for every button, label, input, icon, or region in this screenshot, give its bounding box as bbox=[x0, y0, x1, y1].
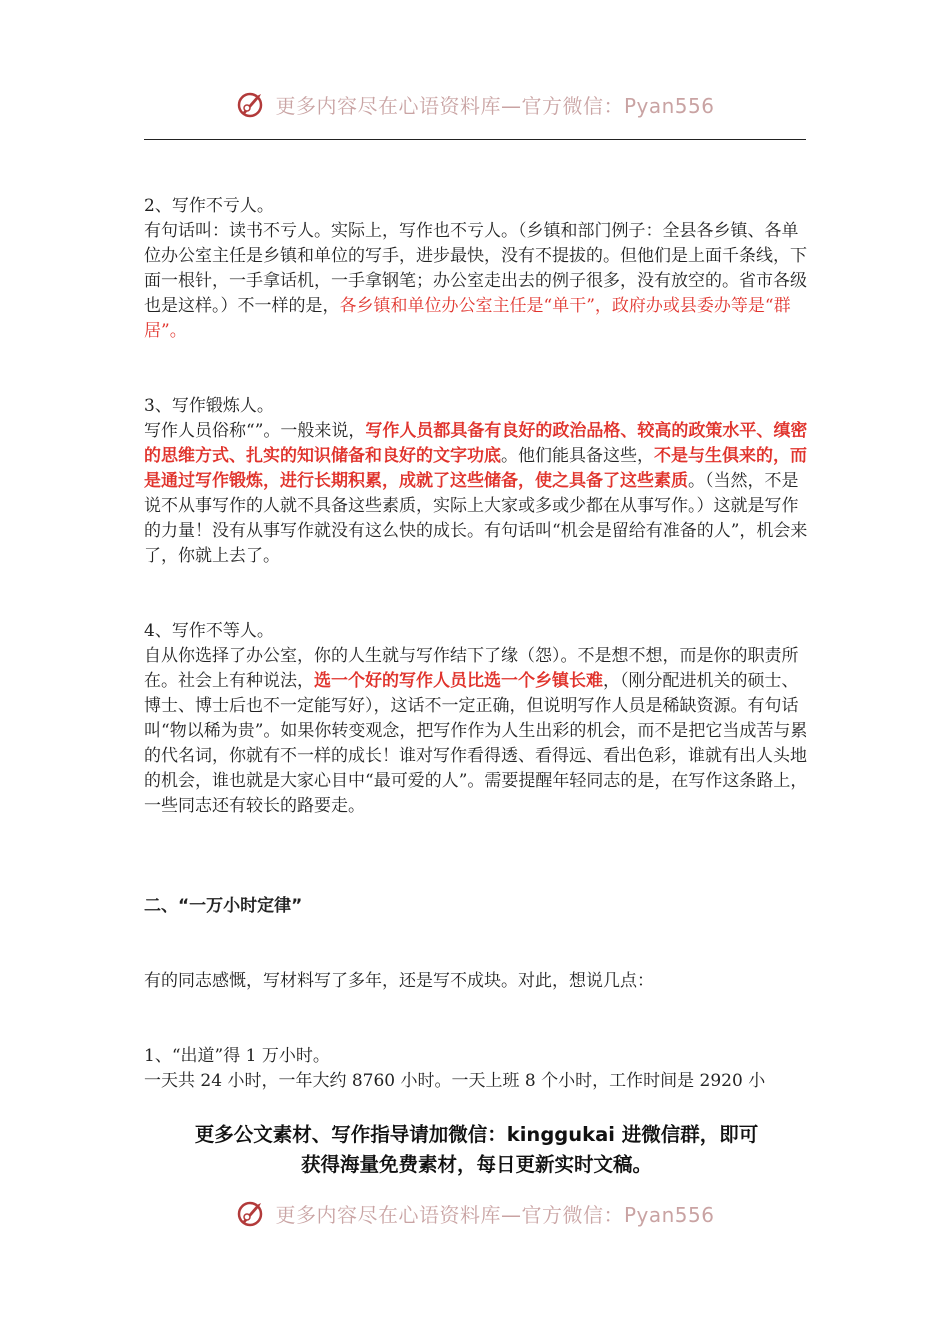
section-3-title: 3、写作锻炼人。 bbox=[144, 396, 274, 416]
section-3-text-2: 。他们能具备这些， bbox=[501, 446, 654, 466]
section-4-text-1: 自从你选择了办公室，你的人生就与写作结下了缘（怨）。不是想不想，而是你的职责所在。社会上有种说法， bbox=[144, 646, 799, 691]
section-4-text-2: ，（刚分配进机关的硕士、博士、博士后也不一定能写好），这话不一定正确，但说明写作人员是稀缺资源。有句话叫“物以稀为贵”。如果你转变观念，把写作作为人生出彩的机会，而不是把它当成苦与累的代名词，你就有不一样的成长！谁对写作看得透、看得远、看出色彩，谁就有出人头地的机会，谁也就是大家心目中“最可爱的人”。需要提醒年轻同志的是，在写作这条路上，一些同志还有较长的路要走。 bbox=[144, 671, 808, 816]
section-2-title: 2、写作不亏人。 bbox=[144, 196, 274, 216]
section-3-highlight-1: 写作人员都具备有良好的政治品格、较高的政策水平、缜密的思维方式、扎实的知识储备和良好的文字功底 bbox=[144, 421, 808, 466]
page-footer bbox=[0, 1193, 950, 1233]
pen-circle-logo-icon bbox=[235, 88, 267, 120]
promo-line-2: 获得海量免费素材，每日更新实时文稿。 bbox=[300, 1153, 652, 1176]
section-3-highlight-2: 不是与生俱来的，而是通过写作锻炼，进行长期积累，成就了这些储备，使之具备了这些素质 bbox=[144, 446, 807, 491]
part-2-intro: 有的同志感慨，写材料写了多年，还是写不成块。对此，想说几点： bbox=[144, 971, 654, 991]
section-3-body bbox=[144, 419, 809, 569]
part-2-heading: 二、“一万小时定律” bbox=[144, 896, 303, 916]
section-3-text-3: 。（当然，不是说不从事写作的人就不具备这些素质，实际上大家或多或少都在从事写作。）这就是写作的力量！没有从事写作就没有这么快的成长。有句话叫“机会是留给有准备的人”，机会来了，你就上去了。 bbox=[144, 471, 808, 566]
document-body bbox=[144, 194, 809, 1094]
footer-brand-text: 更多内容尽在心语资料库—官方微信：Pyan556 bbox=[275, 1202, 715, 1227]
section-4-title: 4、写作不等人。 bbox=[144, 621, 274, 641]
section-2-body bbox=[144, 219, 809, 344]
section-3-text-1: 写作人员俗称“”。一般来说， bbox=[144, 421, 366, 441]
pen-circle-logo-icon bbox=[235, 1197, 267, 1229]
header-brand-text: 更多内容尽在心语资料库—官方微信：Pyan556 bbox=[275, 93, 715, 118]
promo-line-1: 更多公文素材、写作指导请加微信：kinggukai 进微信群，即可 bbox=[194, 1123, 759, 1146]
item-1-title: 1、“出道”得 1 万小时。 bbox=[144, 1046, 330, 1066]
section-2-text: 有句话叫：读书不亏人。实际上，写作也不亏人。（乡镇和部门例子：全县各乡镇、各单位办公室主任是乡镇和单位的写手，进步最快，没有不提拔的。但他们是上面千条线，下面一根针，一手拿话机，一手拿钢笔；办公室走出去的例子很多，没有放空的。省市各级也是这样。）不一样的是， bbox=[144, 221, 807, 316]
section-4-body bbox=[144, 644, 809, 819]
promo-banner bbox=[144, 1120, 809, 1180]
section-2-highlight: 各乡镇和单位办公室主任是“单干”，政府办或县委办等是“群居”。 bbox=[144, 296, 791, 341]
header-divider bbox=[144, 139, 806, 140]
item-1-body: 一天共 24 小时，一年大约 8760 小时。一天上班 8 个小时，工作时间是 2920 小 bbox=[144, 1071, 766, 1091]
section-4-highlight-1: 选一个好的写作人员比选一个乡镇长难 bbox=[314, 671, 603, 691]
page-header bbox=[0, 84, 950, 124]
